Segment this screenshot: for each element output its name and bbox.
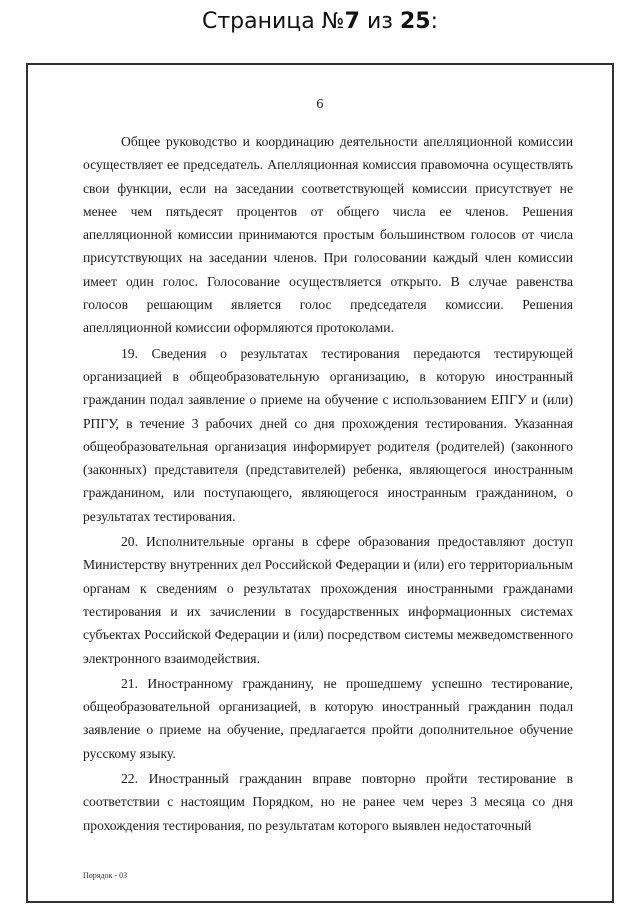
paragraph-22: 22. Иностранный гражданин вправе повторно пройти тестирование в соответствии с настоящим Порядком, но не ранее чем через 3 месяца со дня прохождения тестирования, по результатам которого выявлен недостаточный: [83, 771, 573, 833]
page-indicator: [0, 0, 640, 44]
document-page-number: 6: [316, 97, 324, 111]
paragraph-21: 21. Иностранному гражданину, не прошедшему успешно тестирование, общеобразовательной организацией, в которую иностранный гражданин подал заявление о приеме на обучение, предлагается пройти дополнительное обучение русскому языку.: [83, 675, 573, 761]
document-page: [26, 63, 614, 903]
page-indicator-separator: из: [359, 9, 400, 34]
document-body: [83, 130, 573, 839]
page-indicator-suffix: :: [430, 9, 438, 34]
paragraph-19: 19. Сведения о результатах тестирования передаются тестирующей организацией в общеобразовательную организацию, в которую иностранный гражданин подал заявление о приеме на обучение с использованием ЕПГУ и (или) РПГУ, в течение 3 рабочих дней со дня прохождения тестирования. Указанная общеобразовательная организация информирует родителя (родителей) (законного (законных) представителя (представителей) ребенка, являющегося иностранным гражданином, или поступающего, являющегося иностранным гражданином, о результатах тестирования.: [83, 345, 573, 524]
paragraph-commission-leadership: Общее руководство и координацию деятельности апелляционной комиссии осуществляет ее председатель. Апелляционная комиссия правомочна осуществлять свои функции, если на заседании соответствующей комиссии присутствует не менее чем пятьдесят процентов от общего числа ее членов. Решения апелляционной комиссии принимаются простым большинством голосов от числа присутствующих на заседании членов. При голосовании каждый член комиссии имеет один голос. Голосование осуществляется открыто. В случае равенства голосов решающим является голос председателя комиссии. Решения апелляционной комиссии оформляются протоколами.: [83, 134, 573, 336]
paragraph-20: 20. Исполнительные органы в сфере образования предоставляют доступ Министерству внутренних дел Российской Федерации и (или) его территориальным органам к сведениям о результатах прохождения иностранными гражданами тестирования и их зачислении в государственных информационных системах субъектах Российской Федерации и (или) посредством системы межведомственного электронного взаимодействия.: [83, 534, 573, 666]
page-indicator-prefix: Страница №: [202, 9, 345, 34]
document-footer: Порядок - 03: [83, 871, 128, 880]
current-page-number: 7: [344, 9, 360, 34]
total-pages-number: 25: [399, 9, 431, 34]
